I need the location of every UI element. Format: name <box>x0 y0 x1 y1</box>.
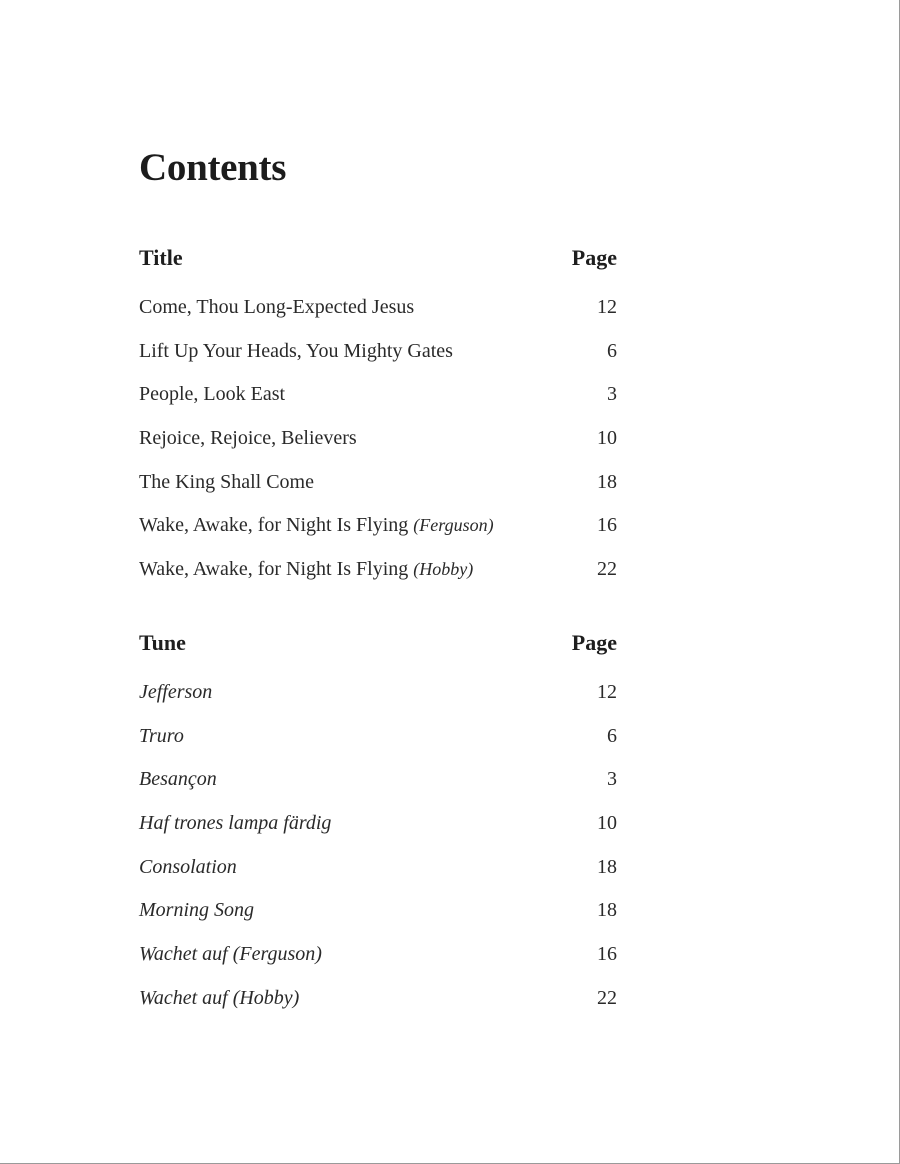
entry-page-number: 22 <box>597 558 617 581</box>
tune-name: Wachet auf (Hobby) <box>139 986 300 1009</box>
entry-title <box>139 286 414 330</box>
entry-page-number: 10 <box>597 812 617 835</box>
toc-entry-title[interactable] <box>139 417 617 461</box>
toc-titles-section <box>139 242 617 592</box>
tune-name: Besançon <box>139 768 217 791</box>
toc-entry-tune[interactable] <box>139 977 617 1021</box>
toc-entry-title[interactable] <box>139 461 617 505</box>
toc-entry-tune[interactable] <box>139 889 617 933</box>
entry-title <box>139 548 473 592</box>
entry-title <box>139 461 314 505</box>
hymn-title: Lift Up Your Heads, You Mighty Gates <box>139 339 453 362</box>
toc-titles-header <box>139 242 617 274</box>
composer-note: (Hobby) <box>413 559 474 580</box>
hymn-title: Rejoice, Rejoice, Believers <box>139 427 357 450</box>
entry-page-number: 3 <box>607 383 617 406</box>
toc-entry-tune[interactable] <box>139 802 617 846</box>
hymn-title: Come, Thou Long-Expected Jesus <box>139 296 415 318</box>
toc-entry-title[interactable] <box>139 286 617 330</box>
tune-name: Wachet auf (Ferguson) <box>139 943 322 966</box>
entry-title <box>139 330 453 374</box>
toc-entry-title[interactable] <box>139 548 617 592</box>
entry-page-number: 3 <box>607 768 617 791</box>
column-header-page: Page <box>571 245 617 270</box>
entry-page-number: 18 <box>597 470 617 493</box>
toc-entry-tune[interactable] <box>139 846 617 890</box>
hymn-title: Wake, Awake, for Night Is Flying <box>139 514 409 537</box>
hymn-title: The King Shall Come <box>139 470 314 493</box>
toc-tunes-section <box>139 627 617 1021</box>
entry-title <box>139 373 285 417</box>
toc-entry-tune[interactable] <box>139 758 617 802</box>
composer-note: (Ferguson) <box>413 515 494 536</box>
entry-page-number: 16 <box>597 514 617 537</box>
entry-page-number: 22 <box>597 986 617 1009</box>
entry-page-number: 12 <box>597 296 617 318</box>
toc-entry-tune[interactable] <box>139 671 617 715</box>
hymn-title: People, Look East <box>139 383 286 406</box>
column-header-tune: Tune <box>139 630 186 655</box>
toc-entry-title[interactable] <box>139 330 617 374</box>
entry-title <box>139 504 494 548</box>
column-header-page: Page <box>571 630 617 655</box>
tune-name: Truro <box>139 724 184 747</box>
entry-page-number: 18 <box>597 899 617 922</box>
entry-page-number: 6 <box>607 339 617 362</box>
entry-page-number: 12 <box>597 681 617 703</box>
entry-page-number: 16 <box>597 943 617 966</box>
tune-name: Morning Song <box>139 899 254 922</box>
toc-entry-title[interactable] <box>139 504 617 548</box>
tune-name: Haf trones lampa färdig <box>139 812 332 835</box>
tune-name: Jefferson <box>139 681 213 703</box>
column-header-title: Title <box>139 245 183 270</box>
toc-tunes-header <box>139 627 617 659</box>
entry-page-number: 18 <box>597 855 617 878</box>
page-title: Contents <box>139 146 287 189</box>
hymn-title: Wake, Awake, for Night Is Flying <box>139 558 409 581</box>
entry-title <box>139 417 357 461</box>
tune-name: Consolation <box>139 855 237 878</box>
entry-page-number: 10 <box>597 427 617 450</box>
toc-entry-title[interactable] <box>139 373 617 417</box>
toc-entry-tune[interactable] <box>139 715 617 759</box>
entry-page-number: 6 <box>607 724 617 747</box>
toc-entry-tune[interactable] <box>139 933 617 977</box>
